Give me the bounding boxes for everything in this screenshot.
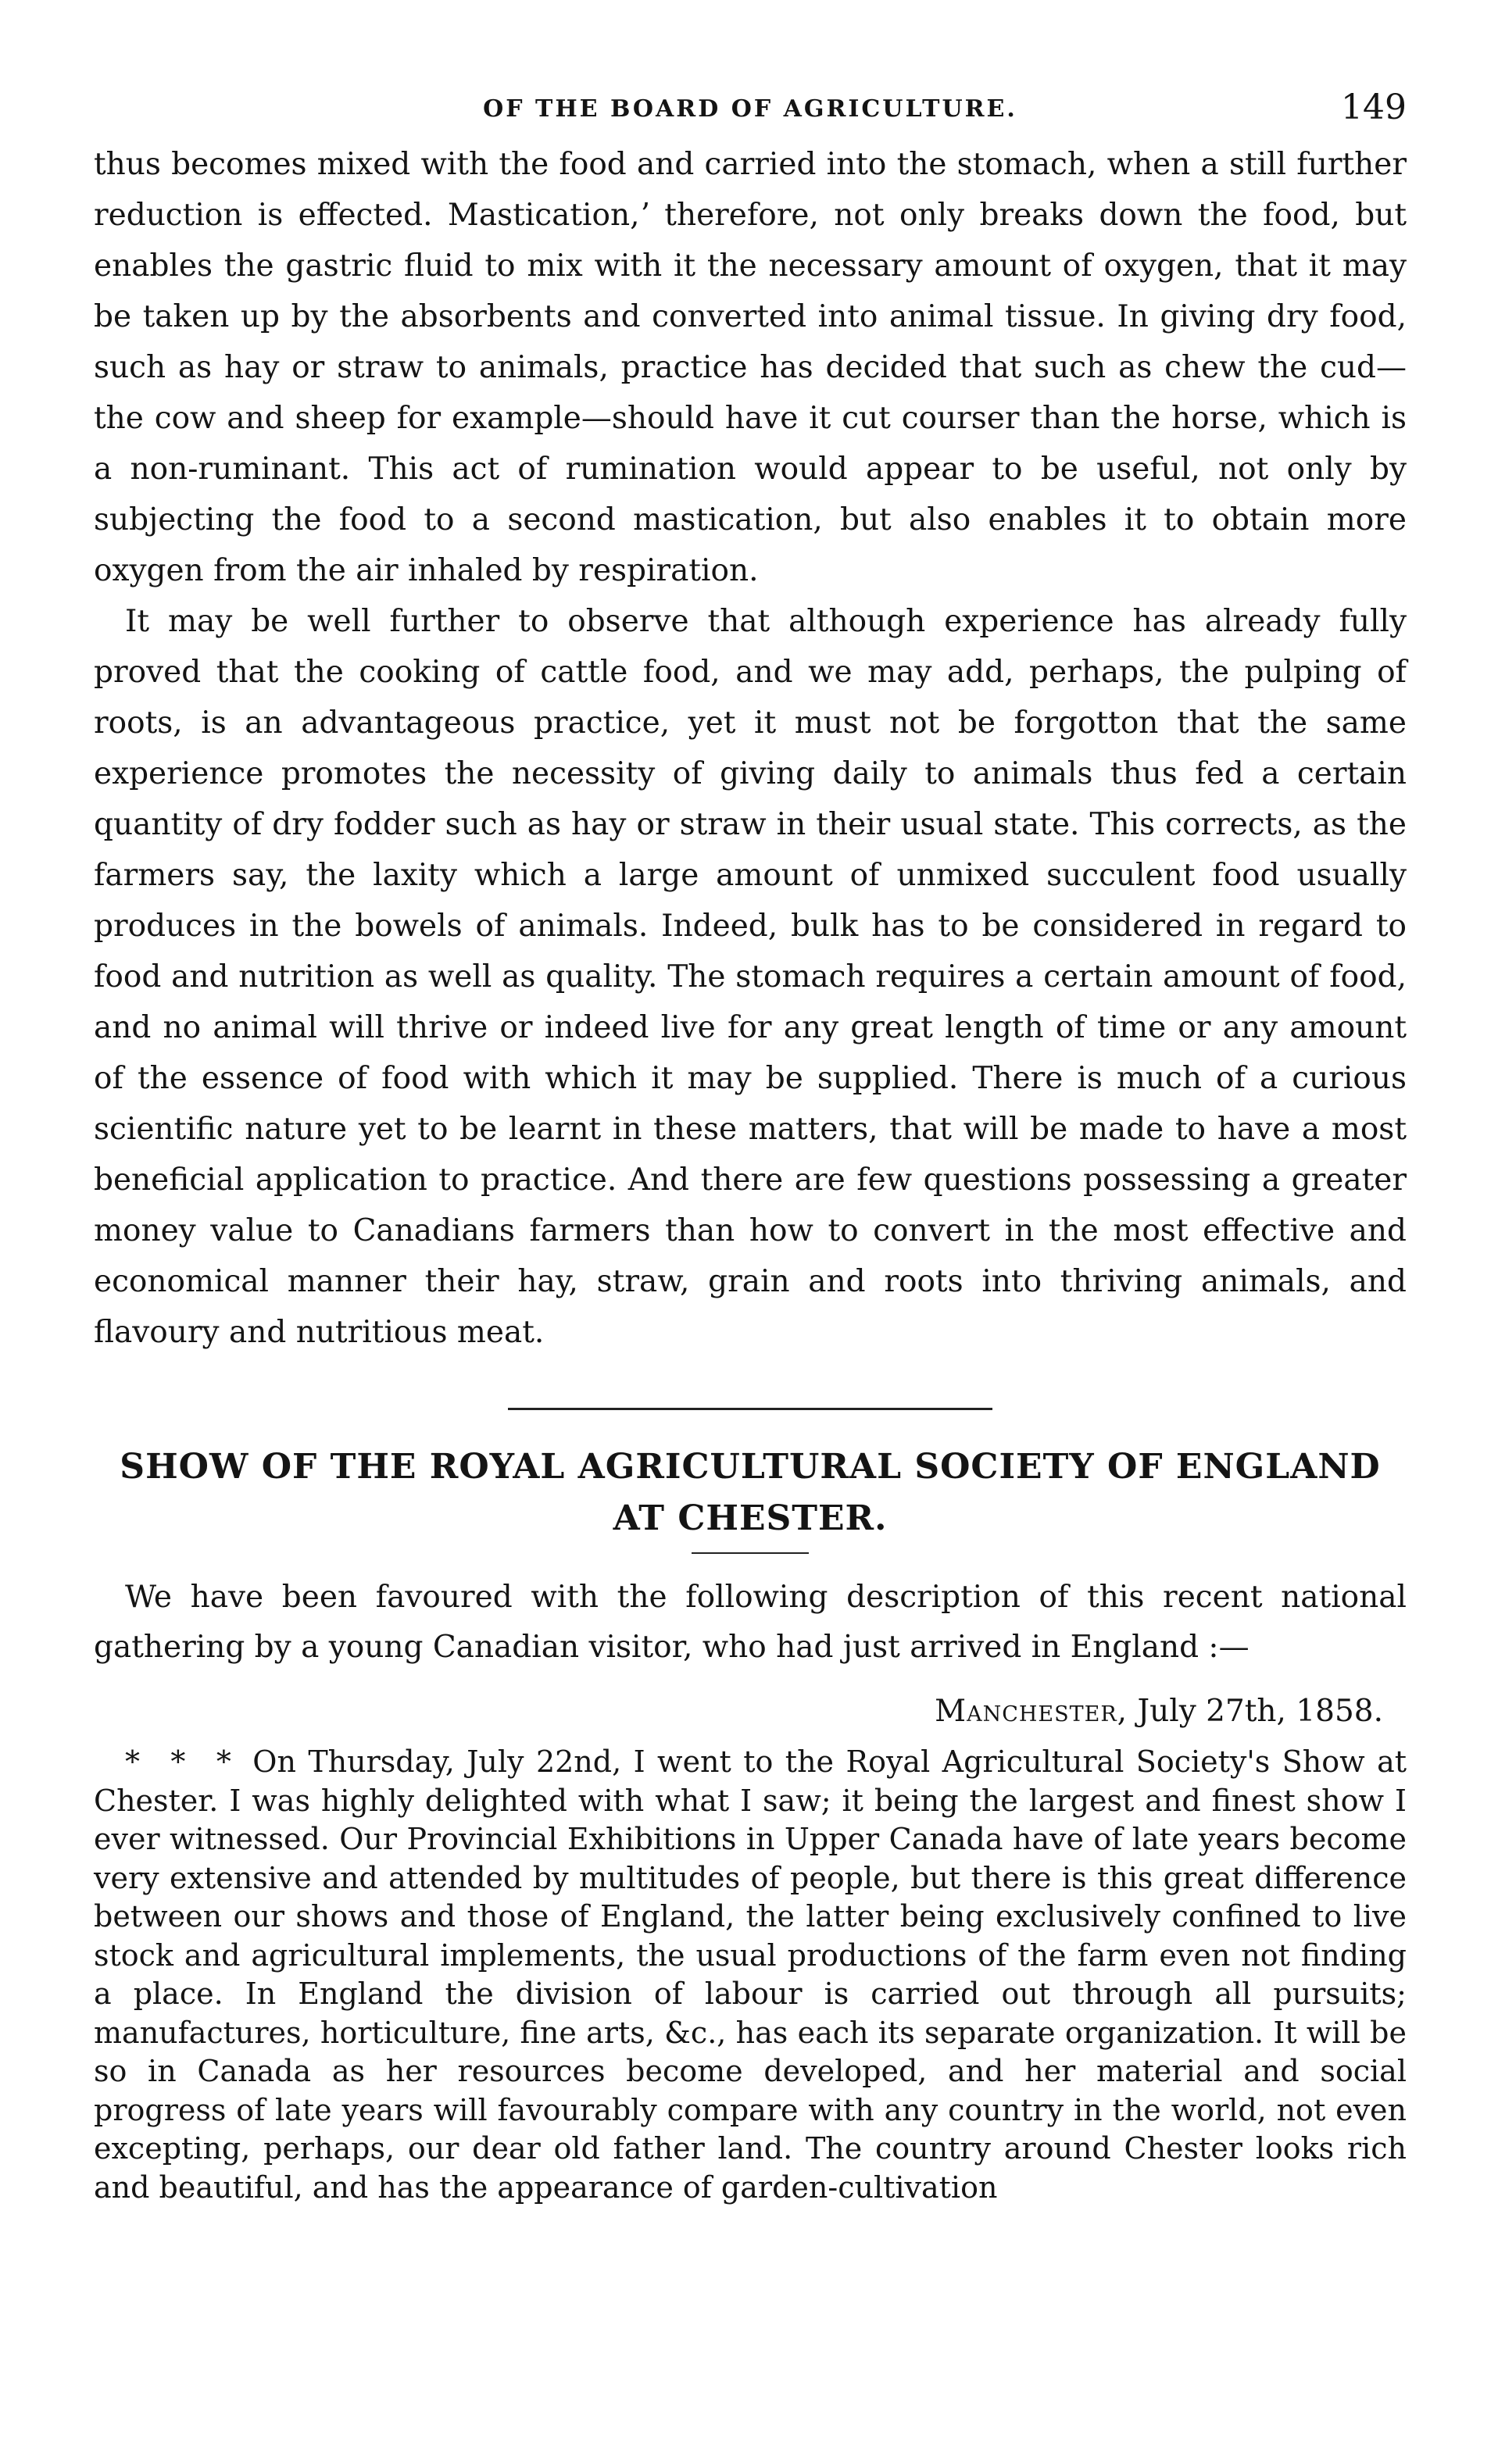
- paragraph-1: thus becomes mixed with the food and carried into the stomach, when a still further reduction is effected. Mastication,ʼ therefore, not only breaks down the food, but enables the gastric fluid to mix with it the necessary amount of oxygen, that it may be taken up by the absorbents and converted into animal tissue. In giving dry food, such as hay or straw to animals, practice has decided that such as chew the cud—the cow and sheep for example—should have it cut courser than the horse, which is a non-ruminant. This act of rumination would appear to be useful, not only by subjecting the food to a second mastication, but also enables it to obtain more oxygen from the air inhaled by respiration.: [94, 147, 1407, 588]
- book-page: [94, 84, 1407, 2207]
- section-title: [94, 1441, 1407, 1544]
- paragraph-2: It may be well further to observe that although experience has already fully proved that the cooking of cattle food, and we may add, perhaps, the pulping of roots, is an advantageous practice, yet it must not be forgotton that the same experience promotes the necessity of giving daily to animals thus fed a certain quantity of dry fodder such as hay or straw in their usual state. This corrects, as the farmers say, the laxity which a large amount of unmixed succulent food usually produces in the bowels of animals. Indeed, bulk has to be considered in regard to food and nutrition as well as quality. The stomach requires a certain amount of food, and no animal will thrive or indeed live for any great length of time or any amount of the essence of food with which it may be supplied. There is much of a curious scientific nature yet to be learnt in these matters, that will be made to have a most beneficial application to practice. And there are few questions possessing a greater money value to Canadians farmers than how to convert in the most effective and economical manner their hay, straw, grain and roots into thriving animals, and flavoury and nutritious meat.: [94, 604, 1407, 1350]
- running-title: OF THE BOARD OF AGRICULTURE.: [483, 95, 1017, 123]
- section-title-line-2: AT CHESTER.: [613, 1498, 888, 1538]
- title-underline: [692, 1552, 809, 1554]
- section-title-line-1: SHOW OF THE ROYAL AGRICULTURAL SOCIETY OF ENGLAND: [120, 1447, 1381, 1487]
- letter-text: On Thursday, July 22nd, I went to the Royal Agricultural Society's Show at Chester. I was highly delighted with what I saw; it being the largest and finest show I ever witnessed. Our Provincial Exhibitions in Upper Canada have of late years become very extensive and attended by multitudes of people, but there is this great difference between our shows and those of England, the latter being exclusively confined to live stock and agricultural implements, the usual productions of the farm even not finding a place. In England the division of labour is carried out through all pursuits; manufactures, horticulture, fine arts, &c., has each its separate organization. It will be so in Canada as her resources become developed, and her material and social progress of late years will favourably compare with any country in the world, not even excepting, perhaps, our dear old father land. The country around Chester looks rich and beautiful, and has the appearance of garden-cultivation: [94, 1744, 1407, 2205]
- page-number: 149: [1341, 87, 1407, 127]
- page-header: [94, 84, 1407, 139]
- dateline-place: Manchester,: [935, 1694, 1128, 1729]
- article-body: [94, 139, 1407, 1358]
- letter-dateline: [94, 1680, 1383, 1743]
- letter-body: [94, 1743, 1407, 2207]
- section-intro: We have been favoured with the following description of this recent national gathering by a young Canadian visitor, who had just arrived in England :—: [94, 1580, 1407, 1665]
- section-divider: [508, 1408, 992, 1410]
- letter-ellipsis-stars: * * *: [125, 1744, 241, 1779]
- dateline-date: July 27th, 1858.: [1128, 1694, 1383, 1729]
